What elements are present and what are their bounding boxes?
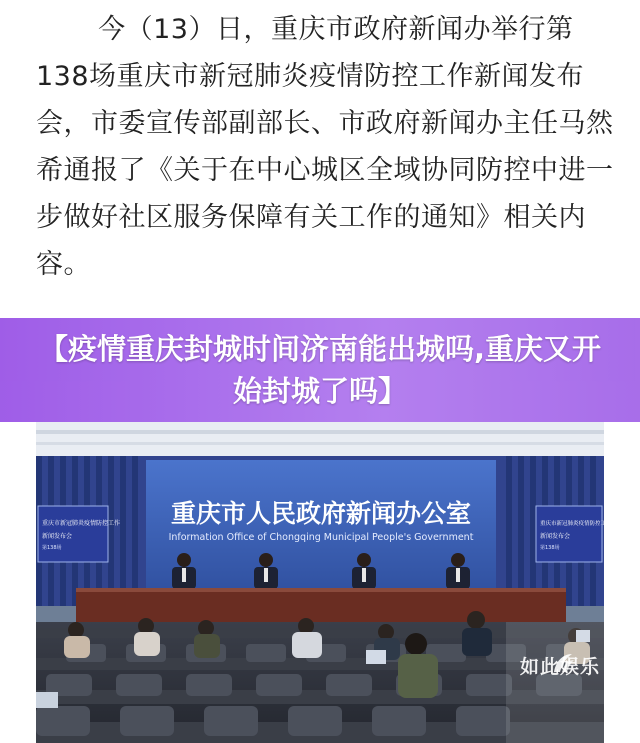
right-screen-line2: 新闻发布会 bbox=[540, 533, 571, 540]
banner-title: 【疫情重庆封城时间济南能出城吗,重庆又开始封城了吗】 bbox=[38, 332, 602, 408]
article-paragraph: 今（13）日，重庆市政府新闻办举行第138场重庆市新冠肺炎疫情防控工作新闻发布会，市委宣传部副部长、市政府新闻办主任马然希通报了《关于在中心城区全域协同防控中进一步做好社区服务保障有关工作的通知》相关内容。 bbox=[36, 14, 614, 280]
watermark-brand: 如此娱乐 bbox=[519, 656, 600, 678]
right-screen-line3: 第138场 bbox=[540, 545, 560, 551]
article-body bbox=[36, 6, 616, 288]
right-screen-line1: 重庆市新冠肺炎疫情防控工作 bbox=[540, 521, 612, 527]
left-screen-line1: 重庆市新冠肺炎疫情防控工作 bbox=[42, 520, 121, 527]
title-banner bbox=[0, 318, 640, 422]
backdrop-subtitle: Information Office of Chongqing Municipal People's Government bbox=[168, 532, 474, 543]
backdrop-title: 重庆市人民政府新闻办公室 bbox=[170, 499, 472, 528]
left-screen-line2: 新闻发布会 bbox=[42, 533, 73, 540]
press-conference-photo bbox=[36, 422, 612, 743]
left-screen-line3: 第138场 bbox=[42, 545, 62, 551]
